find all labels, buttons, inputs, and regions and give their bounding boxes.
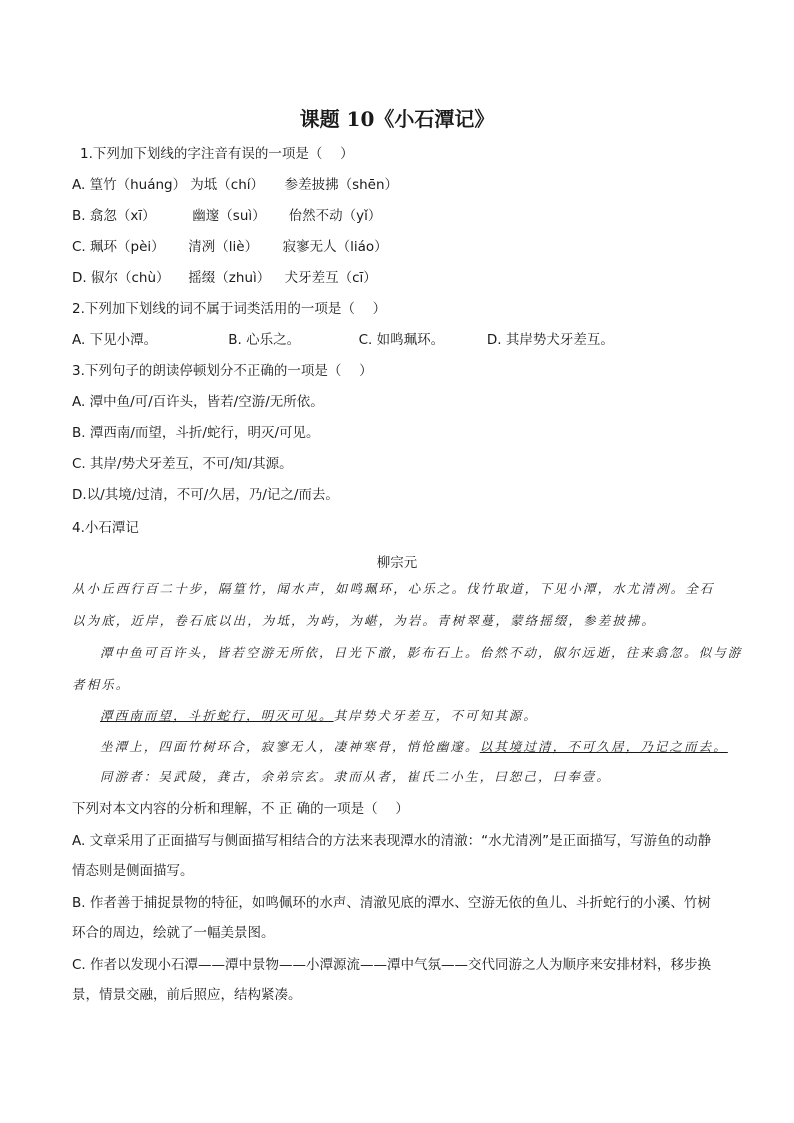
- q3-option-a: A. 潭中鱼/可/百许头，皆若/空游/无所依。: [72, 394, 324, 410]
- q4-option-b: B. 作者善于捕捉景物的特征，如鸣佩环的水声、清澈见底的潭水、空游无依的鱼儿、斗折蛇行的小溪、竹树环合的周边，绘就了一幅美景图。: [72, 895, 711, 941]
- passage-sentence: 坐潭上，四面竹树环合，寂寥无人，凄神寒骨，悄怆幽邃。: [100, 739, 480, 754]
- q1-c-3: 寂寥无人（liáo）: [282, 239, 388, 255]
- q1-b-3: 佁然不动（yǐ）: [288, 208, 382, 224]
- q1-c-2: 清冽（liè）: [188, 239, 259, 255]
- q1-option-b: [72, 207, 381, 225]
- q1-a-3: 参差披拂（shēn）: [284, 177, 399, 193]
- passage-line-4: 者相乐。: [72, 677, 131, 692]
- passage-line-3: 潭中鱼可百许头，皆若空游无所依，日光下澈，影布石上。佁然不动，俶尔远逝，往来翕忽。似与游: [100, 645, 743, 660]
- q1-d-1: D. 俶尔（chù）: [72, 270, 170, 286]
- passage-line-5: [100, 707, 538, 725]
- passage-line-1: 从小丘西行百二十步，隔篁竹，闻水声，如鸣珮环，心乐之。伐竹取道，下见小潭，水尤清冽。全石: [72, 581, 715, 596]
- q3-option-d: D.以/其境/过清，不可/久居，乃/记之/而去。: [72, 487, 339, 503]
- q2-option-c: C. 如鸣珮环。: [358, 332, 445, 348]
- q1-b-2: 幽邃（suì）: [192, 208, 266, 224]
- author-name: 柳宗元: [376, 555, 418, 571]
- q3-option-b: B. 潭西南/而望，斗折/蛇行，明灭/可见。: [72, 425, 320, 441]
- q2-stem: 2.下列加下划线的词不属于词类活用的一项是（ ）: [72, 301, 387, 317]
- q1-d-2: 摇缀（zhuì）: [188, 270, 271, 286]
- passage-sentence: 其岸势犬牙差互，不可知其源。: [333, 708, 539, 723]
- q4-option-a: A. 文章采用了正面描写与侧面描写相结合的方法来表现潭水的清澈：“水尤清冽”是正面描写，写游鱼的动静情态则是侧面描写。: [72, 833, 712, 879]
- q1-a-2: 为坻（chí）: [190, 177, 265, 193]
- q2-options: [72, 331, 614, 349]
- q3-stem: 3.下列句子的朗读停顿划分不正确的一项是（ ）: [72, 363, 373, 379]
- underlined-sentence-2: 以其境过清，不可久居，乃记之而去。: [479, 739, 728, 754]
- q1-option-c: [72, 238, 388, 256]
- q1-a-1: A. 篁竹（huáng）: [72, 177, 187, 193]
- q1-d-3: 犬牙差互（cī）: [284, 270, 377, 286]
- underlined-sentence-1: 潭西南而望，斗折蛇行，明灭可见。: [100, 708, 334, 723]
- q1-stem: 1.下列加下划线的字注音有误的一项是（ ）: [80, 146, 354, 162]
- q3-option-c: C. 其岸/势犬牙差互，不可/知/其源。: [72, 456, 293, 472]
- passage-line-2: 以为底，近岸，卷石底以出，为坻，为屿，为嵁，为岩。青树翠蔓，蒙络摇缀，参差披拂。: [72, 613, 657, 628]
- q4-stem: 4.小石潭记: [72, 520, 139, 536]
- q1-option-a: [72, 176, 398, 194]
- passage-line-6: [100, 738, 728, 756]
- q2-option-d: D. 其岸势犬牙差互。: [486, 332, 614, 348]
- q2-option-a: A. 下见小潭。: [72, 332, 158, 348]
- q1-option-d: [72, 269, 377, 287]
- page-title: 课题 10《小石潭记》: [299, 107, 495, 131]
- q4-option-c: C. 作者以发现小石潭——潭中景物——小潭源流——潭中气氛——交代同游之人为顺序来安排材料，移步换景，情景交融，前后照应，结构紧凑。: [72, 957, 712, 1003]
- q2-option-b: B. 心乐之。: [228, 332, 301, 348]
- q1-c-1: C. 珮环（pèi）: [72, 239, 165, 255]
- passage-line-7: 同游者：吴武陵，龚古，余弟宗玄。隶而从者，崔氏二小生，曰恕己，曰奉壹。: [100, 769, 612, 784]
- q1-b-1: B. 翕忽（xī）: [72, 208, 156, 224]
- q4-question: 下列对本文内容的分析和理解，不 正 确的一项是（ ）: [72, 801, 409, 817]
